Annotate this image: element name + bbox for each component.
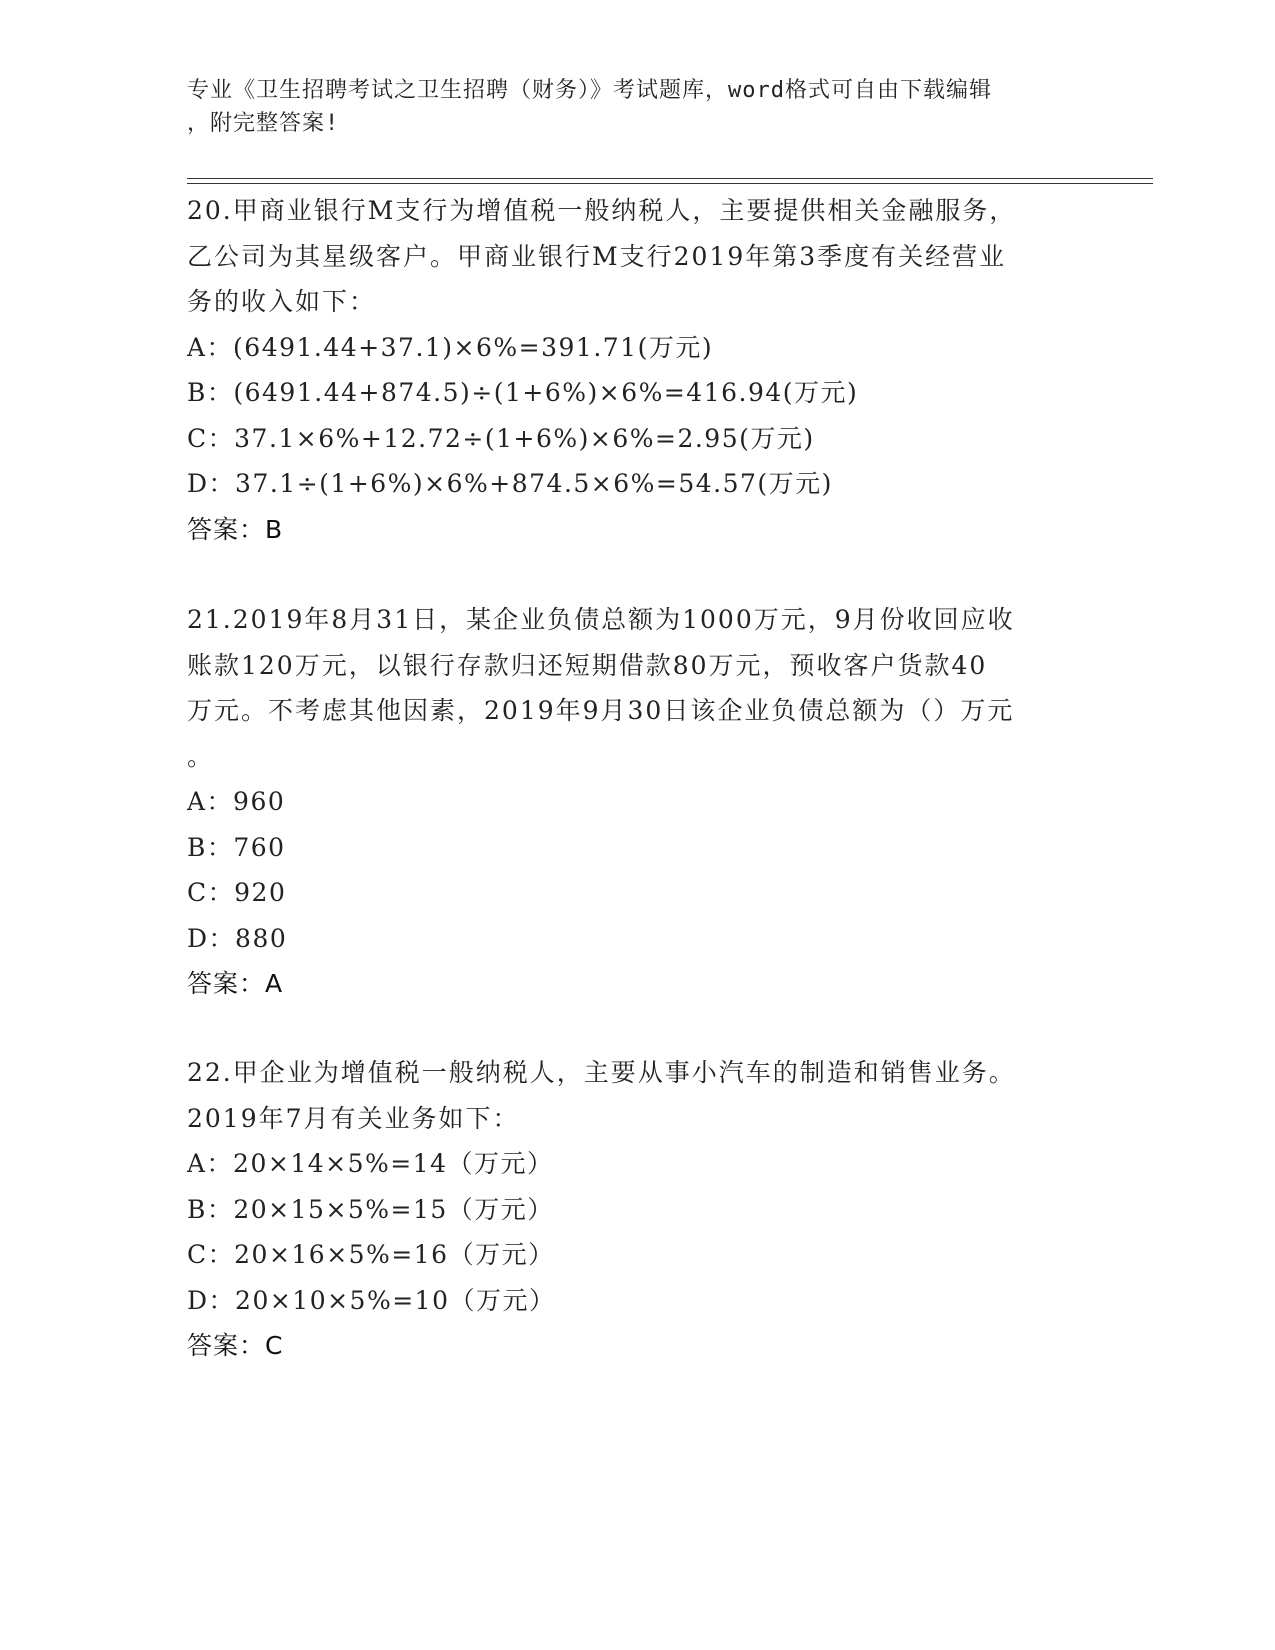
question-stem-line: 万元。不考虑其他因素，2019年9月30日该企业负债总额为（）万元 [187, 696, 1015, 725]
option-d: D：880 [187, 923, 288, 953]
question-stem-line: 20.甲商业银行M支行为增值税一般纳税人，主要提供相关金融服务， [187, 196, 1017, 225]
header-line-2: ，附完整答案! [187, 111, 340, 136]
option-b: B：760 [187, 832, 286, 862]
answer-line: 答案：C [187, 1331, 284, 1360]
option-d: D：37.1÷(1+6%)×6%+874.5×6%=54.57(万元) [187, 469, 833, 498]
option-c: C：920 [187, 878, 287, 907]
option-a: A：960 [187, 787, 286, 816]
question-20 [187, 188, 1087, 552]
option-b: B：(6491.44+874.5)÷(1+6%)×6%=416.94(万元) [187, 378, 859, 407]
option-c: C：37.1×6%+12.72÷(1+6%)×6%=2.95(万元) [187, 423, 815, 453]
option-d: D：20×10×5%=10（万元） [187, 1285, 556, 1315]
question-stem-line: 乙公司为其星级客户。甲商业银行M支行2019年第3季度有关经营业 [187, 241, 1007, 271]
answer-line: 答案：A [187, 969, 284, 998]
question-stem-line: 22.甲企业为增值税一般纳税人，主要从事小汽车的制造和销售业务。 [187, 1058, 1016, 1087]
question-stem-line: 务的收入如下： [187, 287, 377, 316]
option-a: A：20×14×5%=14（万元） [187, 1149, 554, 1178]
answer-line: 答案：B [187, 514, 284, 544]
option-a: A：(6491.44+37.1)×6%=391.71(万元) [187, 332, 714, 362]
question-stem-line: 21.2019年8月31日，某企业负债总额为1000万元，9月份收回应收 [187, 605, 1015, 634]
question-stem-line: 2019年7月有关业务如下： [187, 1103, 520, 1133]
document-header [187, 74, 1087, 140]
option-b: B：20×15×5%=15（万元） [187, 1194, 554, 1224]
question-stem-line: 账款120万元，以银行存款归还短期借款80万元，预收客户货款40 [187, 650, 988, 680]
header-line-1: 专业《卫生招聘考试之卫生招聘（财务）》考试题库，word格式可自由下载编辑 [187, 78, 992, 103]
question-22 [187, 1050, 1087, 1369]
header-divider-bottom [187, 183, 1153, 184]
question-stem-line: 。 [187, 741, 215, 771]
header-divider-top [187, 178, 1153, 179]
option-c: C：20×16×5%=16（万元） [187, 1240, 555, 1269]
question-21 [187, 597, 1087, 1007]
